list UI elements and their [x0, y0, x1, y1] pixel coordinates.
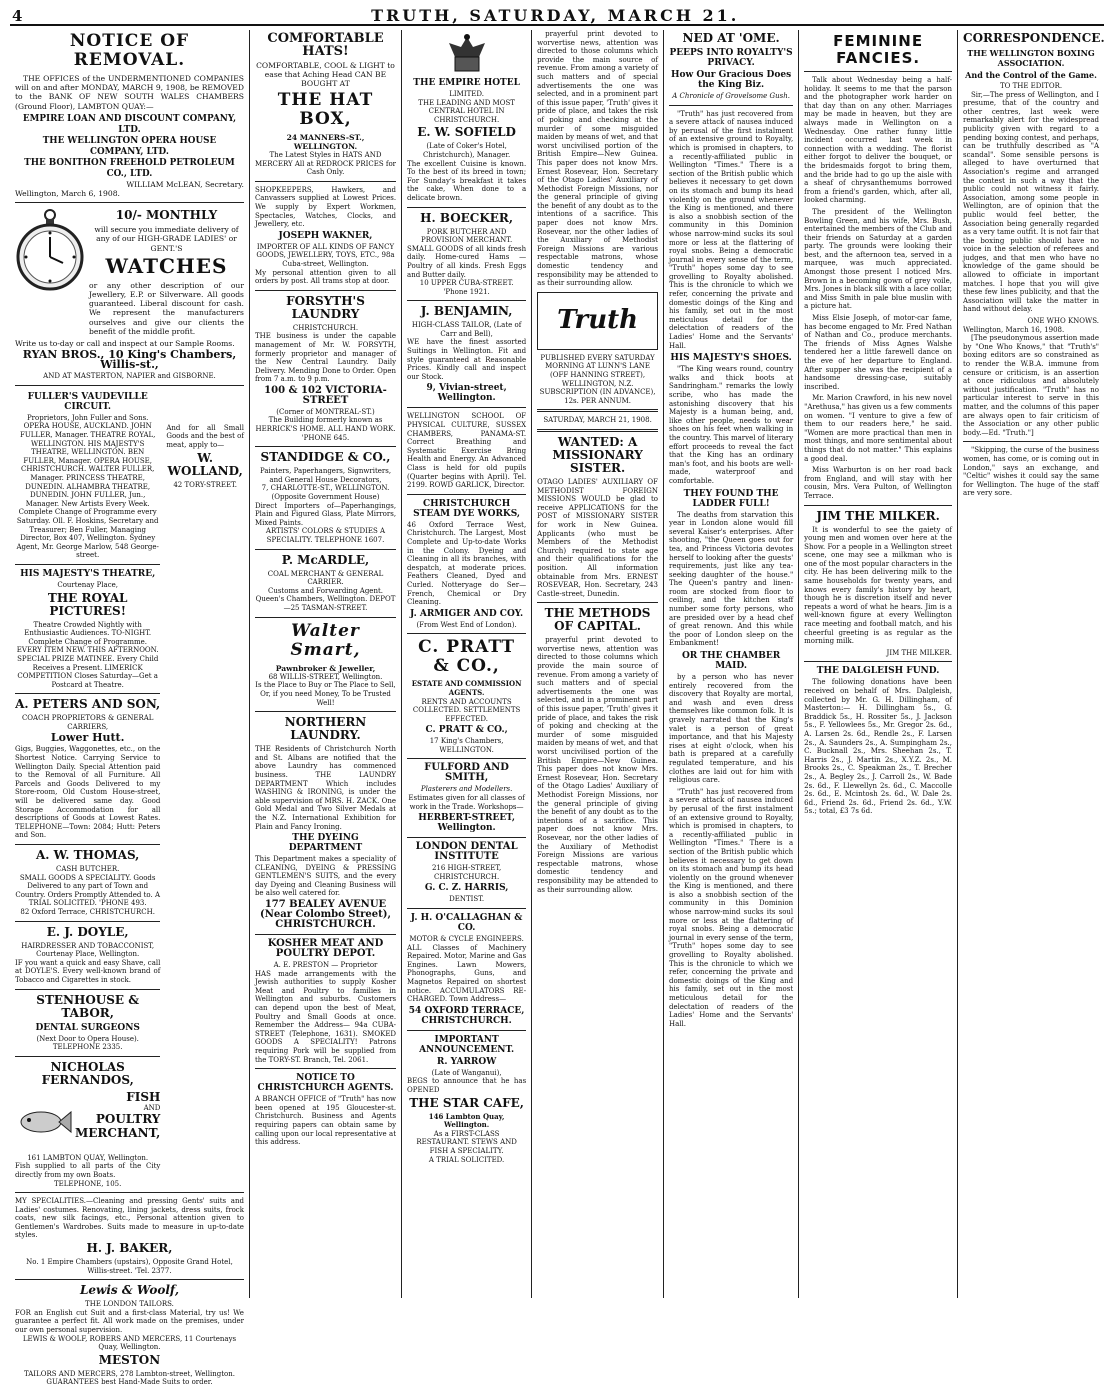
company-list	[15, 114, 244, 180]
stenhouse-addr: (Next Door to Opera House).	[36, 1034, 139, 1043]
paper-title: TRUTH, SATURDAY, MARCH 21.	[371, 6, 740, 25]
standidge-body: Direct Importers of—Paperhangings, Plain and Figured Glass, Plate Mirrors, Mixed Paints.	[254, 501, 397, 527]
doyle-body: IF you want a quick and easy Shave, call at DOYLE'S. Every well-known brand of Tobacco and Cigarettes in stock.	[15, 958, 161, 984]
hats-body: COMFORTABLE, COOL & LIGHT to ease that Aching Head CAN BE BOUGHT AT	[256, 61, 395, 89]
empire-mgr-sub: (Late of Coker's Hotel, Christchurch), Manager.	[423, 142, 511, 159]
empire-sub: LIMITED.	[449, 90, 484, 98]
dental-addr: 216 HIGH-STREET, CHRISTCHURCH.	[431, 864, 502, 881]
thomas-sub: CASH BUTCHER.	[56, 865, 120, 873]
forsyth-addr: 100 & 102 VICTORIA-STREET	[264, 384, 387, 406]
forsyth-addr2: (Corner of MONTREAL-ST.)	[276, 407, 375, 416]
royal-body: Theatre Crowded Nightly with Enthusiastic Audiences. TO-NIGHT. Complete Change of Programme. EVERY ITEM NEW. THIS AFTERNOON. SPECIAL PRIZE MATINEE. Every Child Receives a Present. LIMERICK COMPETITION Closes Saturday—Get a Postcard at Theatre.	[16, 620, 159, 689]
methods-title: THE METHODS OF CAPITAL.	[544, 606, 651, 634]
warrow-sub: (Late of Wanganui),	[431, 1068, 502, 1077]
mcardle-sub: COAL MERCHANT & GENERAL CARRIER.	[267, 569, 384, 587]
smart-title: Walter Smart,	[290, 620, 361, 660]
smart-body: Is the Place to Buy or The Place to Sell, Or, if you need Money, To be Trusted Well!	[255, 681, 396, 707]
empire-title: THE EMPIRE HOTEL	[413, 78, 520, 88]
ryan-title: RYAN BROS., 10 King's Chambers, Willis-st.,	[22, 348, 237, 372]
watch-more: or any other description of our Jewellery, E.P. or Silverware. All goods guaranteed. Liberal discount for cash. We represent the manufacturers ourselves and give our clients the benefit of the middle profit.	[89, 280, 244, 336]
wolland-title: W. WOLLAND,	[167, 450, 243, 478]
standidge-addr: 7, CHARLOTTE-ST., WELLINGTON. (Opposite Government House)	[261, 484, 390, 502]
nicholas-and: AND	[143, 1103, 161, 1112]
hatbox-title: THE HAT BOX,	[277, 89, 374, 129]
corr-sub2: And the Control of the Game.	[965, 70, 1097, 80]
dalgleish-title: THE DALGLEISH FUND.	[816, 666, 940, 677]
warrow-body: BEGS to announce that he has OPENED	[407, 1077, 527, 1094]
standidge-more: ARTISTS' COLORS & STUDIES A SPECIALITY. TELEPHONE 1607.	[265, 527, 386, 545]
peters-title: A. PETERS AND SON,	[15, 697, 161, 712]
ocallaghan-body: ALL Classes of Machinery Repaired. Motor, Marine and Gas Engines. Lawn Mowers, Phonographs, Guns, and Magnetos Repaired on shortest notice. ACCUMULATORS RE-CHARGED. Town Address—	[407, 943, 527, 1004]
armiger-sub: (From West End of London).	[416, 620, 517, 629]
forsyth-sub: CHRISTCHURCH.	[292, 323, 359, 332]
meston-title: MESTON	[98, 1352, 161, 1367]
royal-title: THE ROYAL PICTURES!	[47, 590, 128, 618]
wanted-title: WANTED: A MISSIONARY SISTER.	[552, 434, 643, 475]
fancies-body3: Miss Elsie Joseph, of motor-car fame, has become engaged to Mr. Fred Nathan of Nathan and Co., produce merchants. The friends of Miss Agnes Walshe tendered her a little farewell dance on the eve of her departure to England. After supper she was the recipient of a handsome dressing-case, suitably inscribed.	[804, 314, 953, 391]
peace-title: HIS MAJESTY'S SHOES.	[670, 353, 792, 364]
ned-body-cont: "Truth" has just recovered from a severe attack of nausea induced by perusal of the first instalment of an extensive ground to Royalty, which is promised in chapters, to a recently-affiliated public in Wellington "Times." There is a section of the British public which believes it necessary to get down on its stomach and bump its head violently on the ground whenever the King is mentioned, and there is also a snobbish section of the community in this Dominion whose narrow-mind sucks its soul more or less at the flattering of royal snobs. Being a democratic journal in every sense of the term, "Truth" hopes some day to see grovelling to Royalty abolished. This is the chronicle to which we refer, concerning the private and domestic doings of the King and his family, set out in the most meticulous detail for the delectation of readers of the Ladies' Home and the Servants' Hall.	[668, 787, 794, 1028]
forsyth-title: FORSYTH'S LAUNDRY	[286, 293, 365, 321]
milker-title: JIM THE MILKER.	[816, 508, 940, 523]
watch-headline: 10/- MONTHLY	[115, 208, 218, 223]
nicholas-fish: FISH	[126, 1089, 161, 1104]
fulford-title: FULFORD AND SMITH,	[424, 762, 509, 784]
northern-title: NORTHERN LAUNDRY.	[284, 715, 367, 743]
wolland-addr: 42 TORY-STREET.	[173, 480, 237, 489]
nicholas-tel: TELEPHONE, 105.	[53, 1179, 122, 1188]
ned-sub: PEEPS INTO ROYALTY'S PRIVACY.	[669, 48, 793, 68]
baker-title: H. J. BAKER,	[86, 1241, 173, 1256]
thomas-addr: 82 Oxford Terrace, CHRISTCHURCH.	[20, 907, 155, 916]
notice-date: Wellington, March 6, 1908.	[15, 189, 120, 199]
dalgleish-body: The following donations have been received on behalf of Mrs. Dalgleish, collected by Mr. G. H. Dillingham, of Masterton:— H. Dillingham 5s., G. Braddick 5s., H. Rossiter 5s., J. Jackson 5s., F. Yellowlees 5s., Mr. Gregor 2s. 6d., A. Larsen 2s. 6d., Rendle 2s., F. Larsen 2s., A. Saunders 2s., A. Sumpingham 2s., C. Bucknall 2s., Mrs. Sheehan 2s., T. Harris 2s., J. Martin 2s., X.Y.Z. 2s., M. Brooks 2s., C. Speakman 2s., T. Brecher 2s., A. Begley 2s., J. Carroll 2s., W. Bade 2s. 6d., F. Llewellyn 2s. 6d., C. Maccolle 2s. 6d., E. Mcintosh 2s. 6d., W. Dale 2s. 6d., Friend 2s. 6d., Friend 2s. 6d., Y.W. 5s.; total, £3 7s 6d.	[804, 678, 953, 816]
ned-body: "Truth" has just recovered from a severe attack of nausea induced by perusal of the first instalment of an extensive ground to Royalty, which is promised in chapters, to a recently-affiliated public in Wellington "Times." There is a section of the British public which believes it necessary to get down on its stomach and bump its head violently on the ground whenever the King is mentioned, and there is also a snobbish section of the community in this Dominion whose narrow-mind sucks its soul more or less at the flattering of royal snobs. Being a democratic journal in every sense of the term, "Truth" hopes some day to see grovelling to Royalty abolished. This is the chronicle to which we refer, concerning the private and domestic doings of the King and his family, set out in the most meticulous detail for the delectation of readers of the Ladies' Home and the Servants' Hall.	[668, 109, 794, 350]
boecker-sub: PORK BUTCHER AND PROVISION MERCHANT.	[421, 227, 513, 245]
starcafe-addr: 146 Lambton Quay, Wellington.	[428, 1111, 505, 1130]
corr-sign: ONE WHO KNOWS.	[1027, 317, 1100, 326]
ned-title: NED AT 'OME.	[682, 31, 780, 45]
masthead	[10, 6, 1104, 26]
ocallaghan-addr: 54 OXFORD TERRACE, CHRISTCHURCH.	[408, 1005, 525, 1026]
benjamin-addr: 9, Vivian-street, Wellington.	[426, 383, 507, 404]
date-line: SATURDAY, MARCH 21, 1908.	[543, 416, 652, 425]
northern-addr: 177 BEALEY AVENUE (Near Colombo Street), CHRISTCHURCH.	[260, 899, 391, 931]
column-7	[958, 30, 1104, 1298]
watch-advert	[15, 207, 244, 336]
pratt-body: RENTS AND ACCOUNTS COLLECTED. SETTLEMENTS EFFECTED.	[412, 697, 521, 723]
starcafe-body: As a FIRST-CLASS RESTAURANT. STEWS AND FISH A SPECIALITY.	[416, 1129, 517, 1155]
dinner-body: The deaths from starvation this year in London alone would fill several Kaiser's enterprises. After shooting, "the Queen goes out for tea, and Princess Victoria devotes herself to looking after the guests' requirements, just like any tea-seeking daughter of the house." The Queen's pantry and linen-room are stocked from floor to ceiling, and the kitchen staff number some forty persons, who are presided over by a head chef of great renown. And this while the poor of London sleep on the Embankment!	[668, 510, 794, 648]
nicholas-poultry: POULTRY	[95, 1112, 161, 1127]
notice-signoff: WILLIAM McLEAN, Secretary.	[126, 179, 244, 189]
notice-chch-title: NOTICE TO CHRISTCHURCH AGENTS.	[257, 1073, 394, 1094]
column-3	[402, 30, 532, 1298]
pratt-addr: 17 King's Chambers, WELLINGTON.	[429, 737, 504, 754]
woolf-sub: THE LONDON TAILORS.	[85, 1300, 174, 1309]
weakley-body: SHOPKEEPERS, Hawkers, and Canvassers supplied at Lowest Prices. We supply by Expert Workmen, Spectacles, Watches, Clocks, and Jewellery, etc.	[254, 185, 397, 229]
empire-body: THE LEADING AND MOST CENTRAL HOTEL IN CHRISTCHURCH.	[418, 98, 515, 124]
milker-sign: JIM THE MILKER.	[886, 648, 953, 657]
watch-title: WATCHES	[105, 253, 228, 278]
fish-icon	[15, 1090, 71, 1154]
watch-write: Write us to-day or call and inspect at our Sample Rooms.	[15, 339, 235, 349]
dyeworks-title: CHRISTCHURCH STEAM DYE WORKS,	[413, 498, 521, 519]
stenhouse-tel: TELEPHONE 2335.	[52, 1043, 123, 1052]
weakley-title: JOSEPH WAKNER,	[278, 230, 373, 241]
fulford-sub: Plasterers and Modellers.	[420, 785, 513, 794]
smart-addr: 68 WILLIS-STREET, Wellington.	[268, 672, 383, 681]
column-1	[10, 30, 250, 1387]
nicholas-merchant: MERCHANT,	[75, 1126, 161, 1141]
watch-body: will secure you immediate delivery of any of our HIGH-GRADE LADIES' or GENT.'S	[94, 225, 239, 253]
hats-title: COMFORTABLE HATS!	[267, 31, 384, 59]
chamber-title: OR THE CHAMBER MAID.	[681, 651, 781, 672]
wanted-body: OTAGO LADIES' AUXILIARY OF METHODIST FOREIGN MISSIONS WOULD be glad to receive APPLICATIONS for the POST of MISSIONARY SISTER for work in New Guinea. Applicants (who must be Members of the Methodist Church) required to state age and their qualifications for the position. All information obtainable from Mrs. ERNEST ROSEVEAR, Hon. Secretary, 243 Castle-street, Dunedin.	[537, 477, 658, 598]
baker-addr: No. 1 Empire Chambers (upstairs), Opposite Grand Hotel, Willis-street. 'Tel. 2377.	[26, 1258, 233, 1275]
column-5	[664, 30, 799, 1298]
nicholas-title: NICHOLAS FERNANDOS,	[41, 1059, 134, 1087]
dyeworks-body: 46 Oxford Terrace West, Christchurch. The Largest, Most Complete and Up-to-date Works in the Colony. Dyeing and Cleaning in all its branches, with despatch, at moderate prices. Feathers Cleaned, Dyed and Curled. Notteryage do Ser—French, Chemical or Dry Cleaning.	[407, 520, 527, 607]
doyle-sub: HAIRDRESSER AND TOBACCONIST, Courtenay Place, Wellington.	[21, 941, 155, 959]
corr-body2: "Skipping, the curse of the business women, has come, or is coming out in London," says an exchange, and "Celtic" wishes it could say the same for Wellington. The huge of the staff are very sore.	[963, 446, 1100, 498]
boecker-title: H. BOECKER,	[420, 210, 514, 225]
mcardle-title: P. McARDLE,	[281, 552, 370, 567]
woolf-names: LEWIS & WOOLF, ROBERS AND MERCERS, 11 Courtenays Quay, Wellington.	[22, 1334, 237, 1352]
peace-body: "The King wears round, country walks and thick boots at Sandringham." remarks the lowly scribe, who has made the astonishing discovery that his Majesty is a human being, and, like other people, needs to wear shoes on his feet when walking in the country. This marvel of literary effort proceeds to reveal the fact that the King has an ordinary man's foot, and his boots are well-made, waterproof and comfortable.	[668, 365, 794, 485]
boecker-body: SMALL GOODS of all kinds fresh daily. Home-cured Hams — Poultry of all kinds. Fresh Eggs and Butter daily.	[407, 244, 527, 279]
stenhouse-sub: DENTAL SURGEONS	[35, 1022, 140, 1033]
ned-sub2: How Our Gracious Does the King Biz.	[671, 70, 792, 90]
pratt-title2: C. PRATT & CO.,	[425, 725, 508, 736]
empire-mgr: E. W. SOFIELD	[417, 125, 516, 140]
company-1: EMPIRE LOAN AND DISCOUNT COMPANY, LTD.	[22, 113, 237, 135]
fancies-body5: Miss Warburton is on her road back from England, and will stay with her cousin, Mrs. Vera Pulton, of Wellington Terrace.	[804, 466, 953, 500]
columns	[10, 30, 1105, 1387]
fancies-body4: Mr. Marion Crawford, in his new novel "Arethusa," has given us a few comments on women. "I venture to give a few of them to our readers here," he said. "Women are more practical than men in most things, and more sentimental about things that do not matter." This explains a good deal.	[804, 394, 953, 463]
dinner-title: THEY FOUND THE LADDER FULL!	[683, 488, 779, 509]
fullers-title: FULLER'S VAUDEVILLE CIRCUIT.	[27, 391, 148, 412]
publish-body: PUBLISHED EVERY SATURDAY MORNING AT LUNN'S LANE (OFF HANNING STREET), WELLINGTON, N.Z. SUBSCRIPTION (IN ADVANCE), 12s. PER ANNUM.	[539, 353, 656, 405]
chamber-body: by a person who has never entirely recovered from the discovery that Royalty are mortal, and wash and even dress themselves like common folk. It is gravely narrated that the King's valet is a person of great importance, and that his Majesty rises at eight o'clock, when his bath is prepared at a carefully regulated temperature, and his clothes are laid out for him with religious care.	[668, 673, 794, 785]
corr-to: TO THE EDITOR.	[999, 82, 1063, 90]
thomas-body: SMALL GOODS A SPECIALITY. Goods Delivered to any part of Town and Country. Orders Promptly Attended to. A TRIAL SOLICITED. 'PHONE 493.	[15, 873, 161, 908]
kosher-sub: A. E. PRESTON — Proprietor	[273, 961, 378, 970]
majestys-title: HIS MAJESTY'S THEATRE,	[20, 568, 156, 579]
page-number: 4	[12, 7, 23, 25]
editorial-lead: prayerful print devoted to worvertise news, attention was directed to those columns which provide the main source of revenue. From among a variety of such matters and of special advertisements the one was selected, and in a prominent part of this issue paper, 'Truth' gives it pride of place, and takes the risk of poking and checking at the murder of some misguided maiden by means of wet, and that worst uncivilised portion of the British Empire—New Guinea. This paper does not know Mrs. Ernest Rosevear, Hon. Secretary of the Otago Ladies' Auxiliary of Methodist Foreign Missions, nor the general principle of giving the benefit of any doubt as to the intentions of a sacrifice. This paper does not know Mrs. Rosevear, nor the other ladies of the Auxiliary of Methodist Foreign Missions are various respectable matrons, whose domestic tendency and responsibility may be attended to as their surrounding allow.	[537, 30, 658, 288]
corr-place: Wellington, March 16, 1908.	[963, 325, 1065, 334]
starcafe-title: THE STAR CAFE,	[409, 1095, 524, 1110]
northern-more: This Department makes a speciality of CLEANING, DYEING & PRESSING GENTLEMEN'S SUITS, and the every day Dyeing and Cleaning Business will be also well catered for.	[254, 855, 397, 898]
fullers-body: Proprietors, John Fuller and Sons. OPERA HOUSE, AUCKLAND. JOHN FULLER, Manager. THEATRE ROYAL, WELLINGTON. HIS MAJESTY'S THEATRE, WELLINGTON. BEN FULLER, Manager. OPERA HOUSE, CHRISTCHURCH. WALTER FULLER, Manager. PRINCESS THEATRE, DUNEDIN. ALHAMBRA THEATRE, DUNEDIN. JOHN FULLER, Jun., Manager. New Artists Every Week. Complete Change of Programme every Saturday. Oll. F. Hoskins, Secretary and Treasurer; Ben Fuller, Managing Director, Box 407, Wellington. Sydney Agent, Mr. George Marlow, 548 George-street.	[16, 413, 159, 560]
fulford-addr: HERBERT-STREET, Wellington.	[418, 813, 516, 834]
pocket-watch-icon	[15, 207, 85, 293]
notice-body: THE OFFICES of the UNDERMENTIONED COMPANIES will on and after MONDAY, MARCH 9, 1908, be REMOVED to the BANK OF NEW SOUTH WALES CHAMBERS (Ground Floor), LAMBTON QUAY:—	[15, 74, 244, 111]
corr-sub: THE WELLINGTON BOXING ASSOCIATION.	[967, 48, 1095, 68]
woolf-body: FOR an English cut Suit and a first-class Material, try us! We guarantee a perfect fit. All work made on the premises, under our own personal supervision.	[15, 1308, 244, 1335]
armiger-title: J. ARMIGER AND COY.	[410, 608, 524, 619]
northern-body: THE Residents of Christchurch North and St. Albans are notified that the above Laundry has commenced business. THE LAUNDRY DEPARTMENT Which includes WASHING & IRONING, is under the able supervision of MRS. H. ZACK. One Gold Medal and Two Silver Medals at the N.Z. International Exhibition for Plain and Fancy Ironing.	[254, 745, 397, 831]
baker-body: MY SPECIALITIES.—Cleaning and pressing Gents' suits and Ladies' costumes. Renovating, lining jackets, dress suits, frock coats, new silk facings, etc., Personal attention given to Gentlemen's Wardrobes. Suits made to measure in up-to-date styles.	[15, 1197, 244, 1240]
harris-title: G. C. Z. HARRIS,	[424, 883, 509, 894]
ned-sub3: A Chronicle of Grovelsome Gush.	[672, 92, 790, 100]
methods-body: prayerful print devoted to worvertise news, attention was directed to those columns which provide the main source of revenue. From among a variety of such matters and of special advertisements the one was selected, and in a prominent part of this issue paper, 'Truth' gives it pride of place, and takes the risk of poking and checking at the murder of some misguided maiden by means of wet, and that worst uncivilised portion of the British Empire—New Guinea. This paper does not know Mrs. Ernest Rosevear, Hon. Secretary of the Otago Ladies' Auxiliary of Methodist Foreign Missions, nor the general principle of giving the benefit of any doubt as to the intentions of a sacrifice. This paper does not know Mrs. Rosevear, nor the other ladies of the Auxiliary of Methodist Foreign Missions are various respectable matrons, whose domestic tendency and responsibility may be attended to as their surrounding allow.	[537, 636, 658, 894]
corr-body: Sir,—The press of Wellington, and I presume, that of the country and other centres, last week were remarkably alert for the widespread publicity given with regard to a pending boxing contest, and perhaps, can be truthfully described as "A scandal". Some sensible persons is alleged to have overturned that Association's regime and arranged the contest in such a way that the public could not witness it fairly. Association, among some people in Wellington, are of opinion that the public would feel better, the Association being generally regarded as a very tame outfit. It is not fair that the boxing public should have no voice in the selection of referees and judges, and that men who have no knowledge of the game should be allowed to officiate in important matches. I hope that you will give these few lines publicity, and that the Association will take the matter in hand without delay.	[963, 90, 1100, 314]
notice-title: NOTICE OF REMOVAL.	[69, 31, 190, 70]
benjamin-body: WE have the finest assorted Suitings in Wellington. Fit and style guaranteed at Reasonable Prices. Kindly call and inspect our Stock.	[407, 338, 527, 381]
standidge-sub: Painters, Paperhangers, Signwriters, and General House Decorators,	[259, 467, 392, 484]
column-2	[250, 30, 402, 1298]
majestys-sub: Courtenay Place,	[57, 580, 118, 589]
northern-dyeing: THE DYEING DEPARTMENT	[288, 833, 363, 854]
ocallaghan-sub: MOTOR & CYCLE ENGINEERS.	[409, 935, 524, 944]
forsyth-more: The Building formerly known as HERRICK'S HOME. ALL HAND WORK. 'PHONE 645.	[255, 416, 396, 442]
kosher-body: HAS made arrangements with the Jewish authorities to supply Kosher Meat and Poultry to families in Wellington and suburbs. Customers can depend upon the best of Meat, Poultry and Small Goods at once. Remember the Address— 94a CUBA-STREET (Telephone, 1631). SMOKED GOODS A SPECIALITY! Patrons requiring Pork will be supplied from the TORY-ST. Branch, Tel. 2061.	[254, 969, 397, 1064]
truth-logo: Truth	[537, 292, 658, 350]
fancies-body2: The president of the Wellington Bowling Green, and his wife, Mrs. Bush, entertained the members of the Club and their friends on Saturday at a garden party. The grounds were looking their best, and the afternoon tea, served in a marquee, was much appreciated. Amongst those present I noticed Mrs. Brown in a becoming gown of grey voile, Mrs. Jones in black silk with a lace collar, and Miss Smith in pale blue muslin with a picture hat.	[804, 207, 953, 311]
pratt-title: C. PRATT & CO.,	[418, 637, 516, 677]
peters-sub: COACH PROPRIETORS & GENERAL CARRIERS,	[21, 714, 154, 731]
notice-chch-body: A BRANCH OFFICE of "Truth" has now been opened at 195 Gloucester-st. Christchurch. Business and Agents requiring papers can obtain same by calling upon our local representative at this address.	[254, 1095, 397, 1147]
peters-hutt: Lower Hutt.	[50, 731, 125, 745]
physical-body: WELLINGTON SCHOOL OF PHYSICAL CULTURE, SUSSEX CHAMBERS, PANAMA-ST. Correct Breathing and Systematic Exercise Bring Health and Energy. An Advanced Class is held for old pupils (Quarter begins with April). Tel. 2199. ROWD GARLICK, Director.	[407, 412, 527, 490]
corr-reply: [The pseudonymous assertion made by "One Who Knows," that "Truth's" boxing editors are so constrained as to render the W.B.A. immune from censure or criticism, is an assertion at once ridiculous and absolutely without justification. "Truth" has no particular interest to serve in this matter, and the columns of this paper are always open to fair criticism of the Association or any other public body.—Ed. "Truth."]	[963, 334, 1100, 437]
harris-sub: DENTIST.	[449, 895, 485, 904]
wolland-lead: And for all Small Goods and the best of meat, apply to—	[166, 423, 244, 450]
nicholas-body: Fish supplied to all parts of the City directly from my own Boats.	[15, 1162, 161, 1179]
royal-crest-icon	[407, 33, 526, 75]
empire-more: The excellent Cuisine is known. To the best of its breed in town; For Sunday's breakfast it takes the cake, When done to a delicate brown.	[407, 159, 527, 202]
hatbox-body: The Latest Styles in HATS AND MERCERY All at REDROCK PRICES for Cash Only.	[254, 151, 397, 177]
stenhouse-title: STENHOUSE & TABOR,	[36, 992, 140, 1020]
ocallaghan-title: J. H. O'CALLAGHAN & CO.	[410, 913, 523, 934]
dental-title: LONDON DENTAL INSTITUTE	[415, 841, 518, 863]
fancies-title: FEMININE FANCIES.	[833, 32, 924, 67]
hatbox-addr: 24 MANNERS-ST., WELLINGTON.	[286, 132, 365, 151]
boecker-addr: 10 UPPER CUBA-STREET. 'Phone 1921.	[419, 279, 514, 296]
benjamin-title: J. BENJAMIN,	[420, 304, 513, 319]
fancies-body: Talk about Wednesday being a half-holiday. It seems to me that the parson and the photographer work harder on that day than on any other. Marriages may be made in heaven, but they are always made in Wellington on a Wednesday. One rather funny little incident occurred last week in connection with a wedding. The florist either forgot to deliver the bouquet, or the bridesmaids forgot to bring them, and the bride had to go up the aisle with a sheaf of chrysanthemums borrowed from a friend's garden, which, after all, looked charming.	[804, 76, 953, 205]
starcafe-trial: A TRIAL SOLICITED.	[428, 1155, 505, 1164]
announcement-title: IMPORTANT ANNOUNCEMENT.	[419, 1034, 515, 1055]
warrow-title: R. YARROW	[436, 1056, 497, 1067]
milker-body: It is wonderful to see the gaiety of young men and women over here at the Show. For a people in a Wellington street scene, one may see a milkman who is one of the most popular characters in the city. He has been delivering milk to the same households for twenty years, and knows every family's history by heart, though he is discretion itself and never repeats a word of what he hears. Jim is a well-known figure at every Wellington race meeting and football match, and his cheerful greeting is as regular as the morning milk.	[804, 525, 953, 646]
standidge-title: STANDIDGE & CO.,	[260, 450, 391, 465]
company-2: THE WELLINGTON OPERA HOUSE COMPANY, LTD.	[42, 135, 217, 157]
corr-title: CORRESPONDENCE.	[963, 31, 1105, 45]
mcardle-body: Customs and Forwarding Agent. Queen's Chambers, Wellington. DEPOT—25 TASMAN-STREET.	[255, 586, 396, 612]
benjamin-sub: HIGH-CLASS TAILOR, (Late of Carr and Bell),	[411, 321, 522, 338]
column-6	[799, 30, 958, 1298]
thomas-title: A. W. THOMAS,	[36, 848, 140, 862]
meston-body: TAILORS AND MERCERS, 278 Lambton-street, Wellington. GUARANTEES best Hand-Made Suits to order.	[23, 1369, 235, 1387]
column-4	[532, 30, 664, 1298]
nicholas-addr: 161 LAMBTON QUAY, Wellington.	[27, 1153, 149, 1162]
ryan-sub: AND AT MASTERTON, NAPIER and GISBORNE.	[43, 372, 216, 381]
smart-sub: Pawnbroker & Jeweller,	[275, 663, 376, 673]
company-3: THE BONITHON FREEHOLD PETROLEUM CO., LTD.	[24, 157, 235, 179]
woolf-title: Lewis & Woolf,	[79, 1283, 179, 1298]
weakley-sub: IMPORTER OF ALL KINDS OF FANCY GOODS, JEWELLERY, TOYS, ETC., 98a Cuba-street, Wellington.	[256, 242, 395, 268]
peters-body: Gigs, Buggies, Waggonettes, etc., on the Shortest Notice. Carrying Service to Wellington Daily. Special Attention paid to the Removal of all Furniture. All Parcels and Goods Delivered to my Store-room, Old Custom House-street, will be delivered same day. Good Storage Accommodation for all descriptions of Goods at Lowest Rates. TELEPHONE—Town: 2084; Hutt: Peters and Son.	[15, 745, 161, 840]
pratt-sub: ESTATE AND COMMISSION AGENTS.	[411, 679, 522, 697]
kosher-title: KOSHER MEAT AND POULTRY DEPOT.	[267, 938, 384, 960]
forsyth-body: THE business is under the capable management of Mr. W. FORSYTH, formerly proprietor and manager of the New Central Laundry. Daily Delivery. Mending Done to Order. Open from 7 a.m. to 9 p.m.	[254, 332, 397, 384]
fulford-body: Estimates given for all classes of work in the Trade. Workshops—	[408, 794, 525, 811]
weakley-more: My personal attention given to all orders by post. All trams stop at door.	[254, 268, 397, 286]
doyle-title: E. J. DOYLE,	[46, 924, 129, 939]
